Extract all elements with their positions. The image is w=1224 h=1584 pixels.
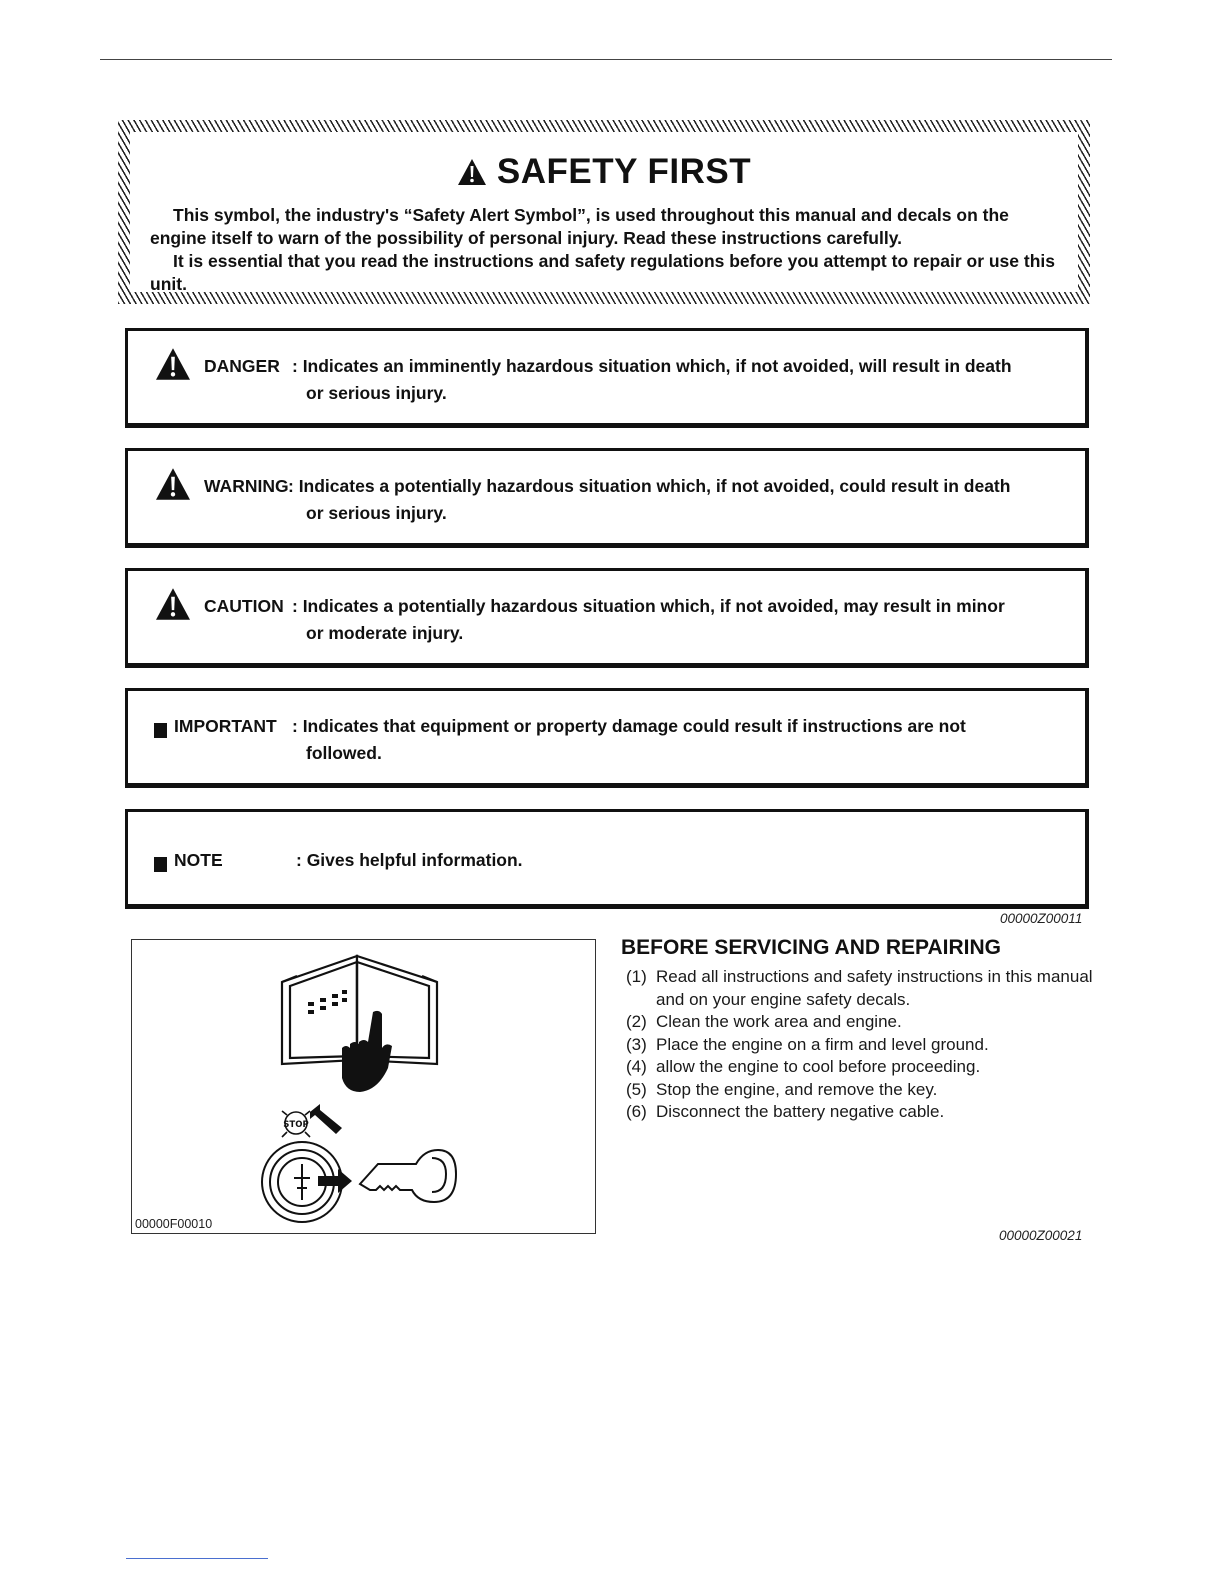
safety-alert-icon [457, 158, 487, 186]
code-top: 00000Z00011 [1000, 911, 1083, 926]
important-label: IMPORTANT [174, 716, 277, 736]
danger-box [125, 328, 1089, 428]
step-item: (6) Disconnect the battery negative cable. [626, 1102, 945, 1121]
important-description: : Indicates that equipment or property damage could result if instructions are not [292, 716, 966, 736]
step-item: (4) allow the engine to cool before proceeding. [626, 1057, 981, 1076]
arrow-up-icon [310, 1104, 342, 1134]
safety-first-title-text: SAFETY FIRST [496, 152, 752, 191]
warning-label: WARNING [204, 476, 289, 496]
before-servicing-title: BEFORE SERVICING AND REPAIRING [621, 936, 1001, 959]
safety-first-title [130, 152, 1078, 192]
header-rule [100, 59, 1112, 60]
note-box [125, 809, 1089, 909]
danger-label: DANGER [204, 356, 280, 376]
safety-first-banner [118, 120, 1090, 304]
danger-alert-icon [154, 347, 192, 381]
code-bottom: 00000Z00021 [999, 1228, 1083, 1243]
figure-manual-key [131, 939, 596, 1234]
caution-label: CAUTION [204, 596, 284, 616]
important-square-icon [154, 718, 167, 746]
step-item: (5) Stop the engine, and remove the key. [626, 1079, 938, 1099]
note-description: : Gives helpful information. [296, 850, 523, 870]
safety-first-body [130, 132, 1078, 292]
warning-description-cont: or serious injury. [306, 503, 447, 523]
note-label: NOTE [174, 850, 223, 870]
caution-description: : Indicates a potentially hazardous situation which, if not avoided, may result in minor [292, 596, 1005, 616]
safety-first-paragraph-2: It is essential that you read the instructions and safety regulations before you attempt to repair or use this unit. [150, 251, 1055, 294]
warning-alert-icon [154, 467, 192, 501]
figure-label: 00000F00010 [135, 1217, 213, 1231]
danger-description-cont: or serious injury. [306, 383, 447, 403]
caution-description-cont: or moderate injury. [306, 623, 464, 643]
important-description-cont: followed. [306, 743, 382, 763]
step-item: (3) Place the engine on a firm and level ground. [626, 1034, 989, 1054]
before-servicing-steps [626, 966, 1096, 1124]
warning-box [125, 448, 1089, 548]
caution-box [125, 568, 1089, 668]
key-icon [360, 1150, 456, 1202]
safety-first-paragraph-1: This symbol, the industry's “Safety Alert Symbol”, is used throughout this manual and decals on the engine itself to warn of the possibility of personal injury. Read these instructions carefully. [150, 205, 1009, 248]
warning-description: : Indicates a potentially hazardous situation which, if not avoided, could result in death [288, 476, 1011, 496]
important-box [125, 688, 1089, 788]
footer-rule [126, 1558, 268, 1559]
stop-text: STOP [283, 1120, 309, 1130]
step-item: (1) Read all instructions and safety instructions in this manual and on your engine safety decals. [626, 967, 1093, 1009]
step-item: (2) Clean the work area and engine. [626, 1012, 902, 1031]
note-square-icon [154, 852, 167, 880]
danger-description: : Indicates an imminently hazardous situation which, if not avoided, will result in death [292, 356, 1012, 376]
manual-and-key-illustration [132, 940, 595, 1233]
caution-alert-icon [154, 587, 192, 621]
